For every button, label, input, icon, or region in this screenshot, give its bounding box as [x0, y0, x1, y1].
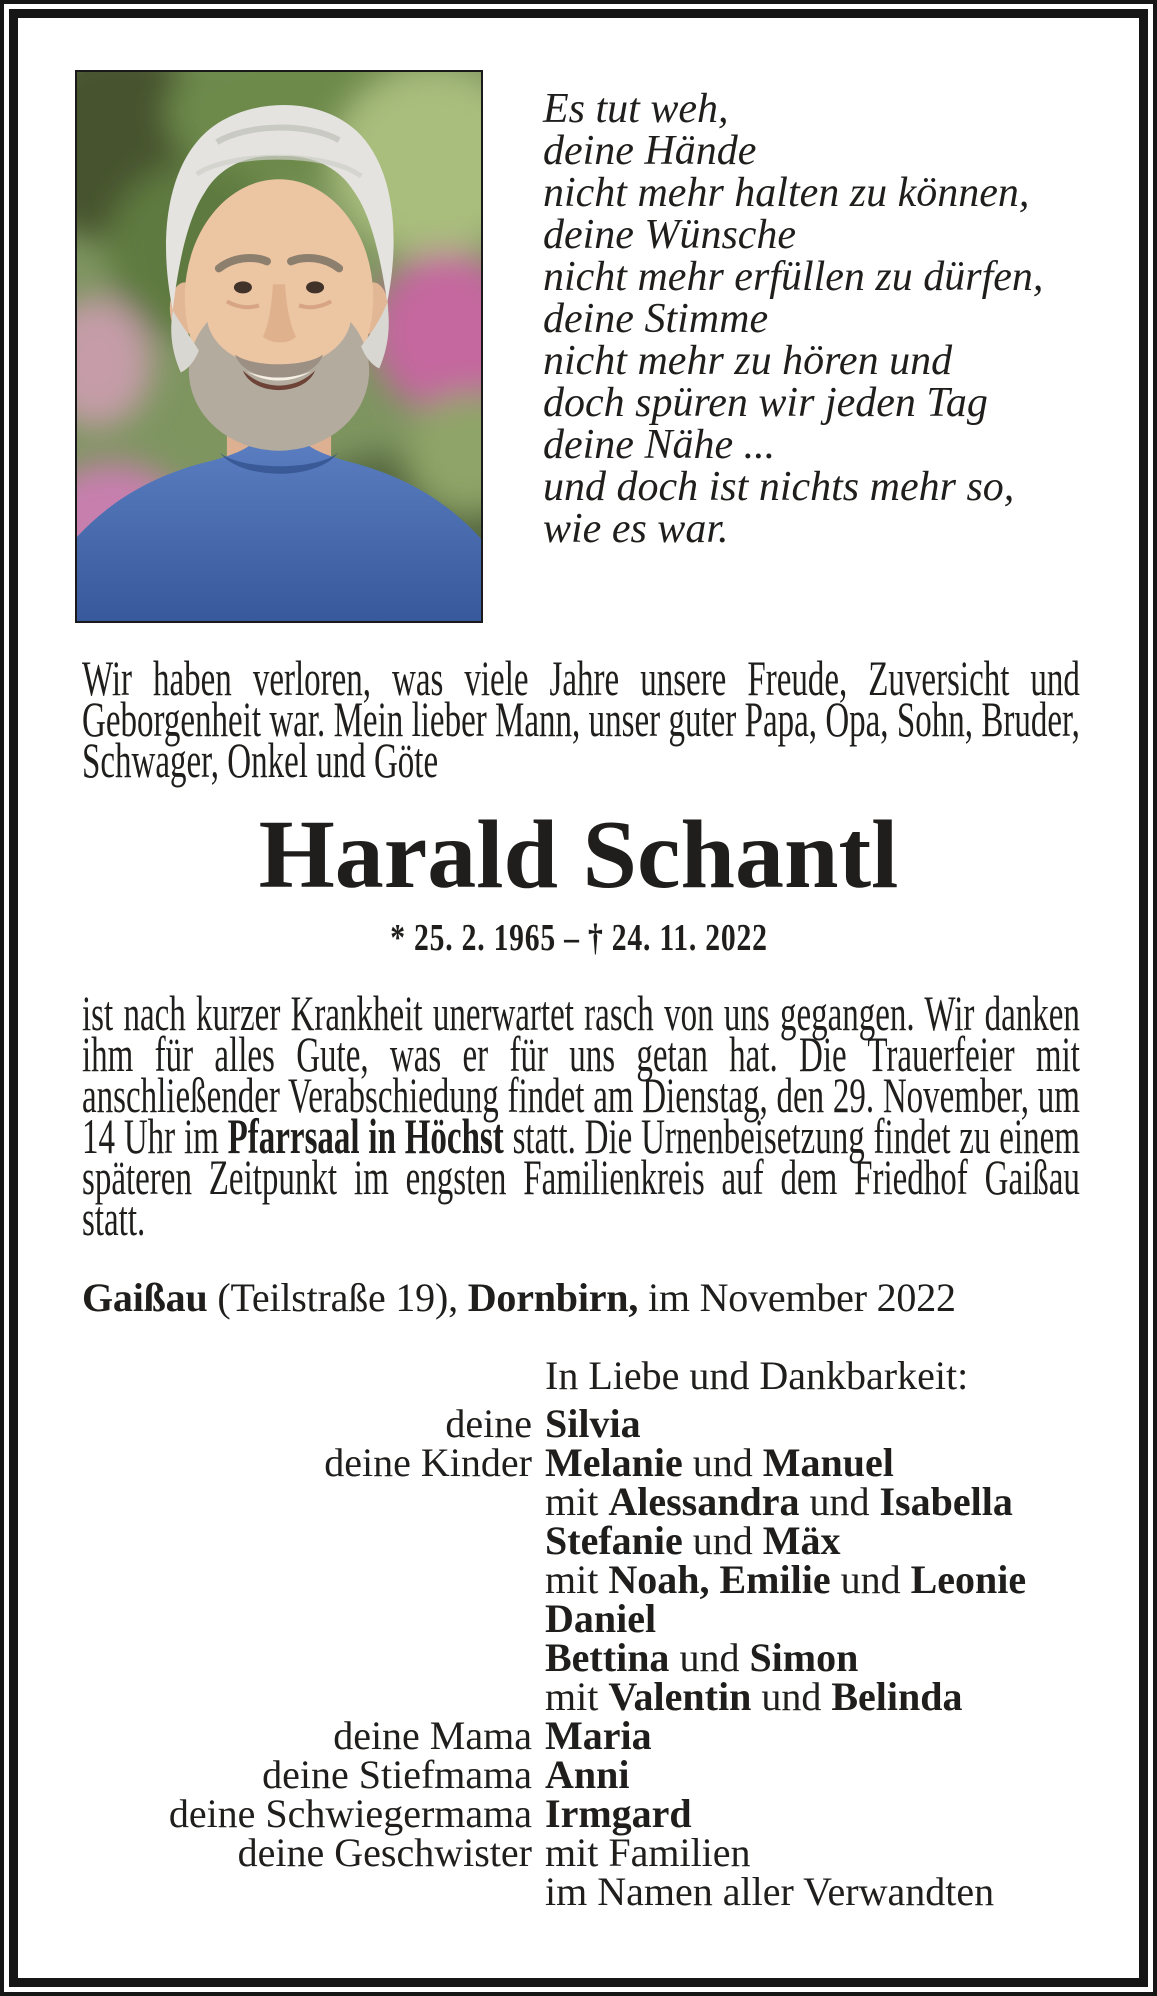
main-paragraph — [82, 985, 1080, 1246]
regular-text: im November 2022 — [638, 1275, 956, 1320]
poem-line: wie es war. — [543, 506, 729, 552]
poem-line: deine Wünsche — [543, 212, 797, 258]
bold-text: Gaißau — [82, 1275, 208, 1320]
family-role — [82, 1677, 545, 1716]
bold-text: Isabella — [879, 1479, 1013, 1524]
family-role — [82, 1599, 545, 1638]
portrait-illustration — [77, 72, 481, 621]
bold-text: Melanie — [545, 1440, 683, 1485]
family-role: deine Stiefmama — [262, 1752, 532, 1797]
bold-text: Maria — [545, 1713, 652, 1758]
regular-text: mit — [545, 1557, 609, 1602]
family-role: deine Kinder — [324, 1440, 532, 1485]
intro-text: Wir haben verloren, was viele Jahre unsere Freude, Zuversicht und Geborgenheit war. Mein lieber Mann, unser guter Papa, Opa, Sohn, Bruder, Schwager, Onkel und Göte — [82, 650, 1080, 788]
bold-text: Dornbirn, — [467, 1275, 639, 1320]
family-row — [82, 1479, 1092, 1524]
family-names — [545, 1713, 652, 1758]
regular-text: mit — [545, 1479, 609, 1524]
family-role — [82, 1638, 545, 1677]
regular-text: und — [799, 1479, 880, 1524]
family-row — [82, 1713, 1092, 1758]
family-role — [82, 1521, 545, 1560]
bold-text: Daniel — [545, 1596, 657, 1641]
poem-line: doch spüren wir jeden Tag — [543, 380, 988, 426]
family-row — [82, 1830, 1092, 1875]
bold-text: Simon — [749, 1635, 859, 1680]
bold-text: Mäx — [762, 1518, 841, 1563]
regular-text: und — [682, 1518, 763, 1563]
family-names — [545, 1674, 963, 1719]
bold-text: Noah, Emilie — [608, 1557, 831, 1602]
regular-text: ist nach kurzer Krankheit unerwartet rasch von uns gegangen. Wir danken ihm für alles Gute, was er für uns getan hat. Die Trauerfeier mit anschließender Verabschiedung findet am Dienstag, den 29. November, um 14 Uhr im — [82, 985, 1080, 1164]
poem — [543, 88, 1043, 550]
intro-paragraph — [82, 650, 1080, 788]
life-dates — [0, 919, 1157, 957]
regular-text: und — [751, 1674, 832, 1719]
bold-text: Alessandra — [608, 1479, 800, 1524]
poem-line: deine Stimme — [543, 296, 769, 342]
right-eye — [306, 281, 324, 293]
bold-text: Belinda — [831, 1674, 963, 1719]
family-names — [545, 1869, 995, 1914]
family-row — [82, 1635, 1092, 1680]
regular-text: (Teilstraße 19), — [207, 1275, 468, 1320]
poem-line: Es tut weh, — [543, 86, 729, 132]
family-role: deine Mama — [333, 1713, 532, 1758]
family-names — [545, 1479, 1013, 1524]
family-row — [82, 1440, 1092, 1485]
bold-text: Pfarrsaal in Höchst — [227, 1108, 504, 1164]
family-row — [82, 1596, 1092, 1641]
family-row — [82, 1518, 1092, 1563]
family-row — [82, 1674, 1092, 1719]
poem-line: nicht mehr halten zu können, — [543, 170, 1030, 216]
family-names — [545, 1752, 630, 1797]
regular-text: mit — [545, 1674, 609, 1719]
regular-text: mit Familien — [545, 1830, 751, 1875]
poem-line: nicht mehr erfüllen zu dürfen, — [543, 254, 1044, 300]
poem-line: nicht mehr zu hören und — [543, 338, 953, 384]
family-section — [82, 1353, 1092, 1914]
closing-line: In Liebe und Dankbarkeit: — [545, 1353, 969, 1398]
bold-text: Stefanie — [545, 1518, 683, 1563]
family-names — [545, 1830, 751, 1875]
family-row — [82, 1752, 1092, 1797]
family-role — [82, 1872, 545, 1911]
family-role: deine Schwiegermama — [168, 1791, 532, 1836]
main-text — [82, 985, 1080, 1246]
family-role — [82, 1482, 545, 1521]
family-names — [545, 1791, 692, 1836]
family-names — [545, 1596, 657, 1641]
family-row — [82, 1791, 1092, 1836]
regular-text: und — [669, 1635, 750, 1680]
regular-text: im Namen aller Verwandten — [545, 1869, 995, 1914]
family-role: deine Geschwister — [237, 1830, 532, 1875]
deceased-name: Harald Schantl — [258, 801, 899, 909]
regular-text: und — [682, 1440, 763, 1485]
family-names — [545, 1440, 894, 1485]
poem-line: deine Hände — [543, 128, 757, 174]
family-role — [82, 1560, 545, 1599]
place-date-line — [82, 1275, 956, 1320]
poem-line: deine Nähe ... — [543, 422, 776, 468]
family-names — [545, 1401, 641, 1446]
poem-line: und doch ist nichts mehr so, — [543, 464, 1015, 510]
family-names — [545, 1635, 859, 1680]
bold-text: Valentin — [608, 1674, 752, 1719]
bold-text: Anni — [545, 1752, 630, 1797]
family-row — [82, 1869, 1092, 1914]
bold-text: Irmgard — [545, 1791, 692, 1836]
life-dates-text: * 25. 2. 1965 – † 24. 11. 2022 — [389, 917, 768, 959]
family-rows — [82, 1401, 1092, 1914]
family-names — [545, 1518, 841, 1563]
family-row — [82, 1557, 1092, 1602]
family-role: deine — [445, 1401, 532, 1446]
bold-text: Silvia — [545, 1401, 641, 1446]
family-names — [545, 1557, 1027, 1602]
bold-text: Manuel — [762, 1440, 894, 1485]
bold-text: Leonie — [910, 1557, 1027, 1602]
regular-text: statt. Die Urnenbeisetzung findet zu einem späteren Zeitpunkt im engsten Familienkreis auf dem Friedhof Gaißau statt. — [82, 1108, 1080, 1246]
portrait-photo — [75, 70, 483, 623]
family-row — [82, 1401, 1092, 1446]
left-eye — [234, 281, 252, 293]
regular-text: und — [830, 1557, 911, 1602]
bold-text: Bettina — [545, 1635, 670, 1680]
